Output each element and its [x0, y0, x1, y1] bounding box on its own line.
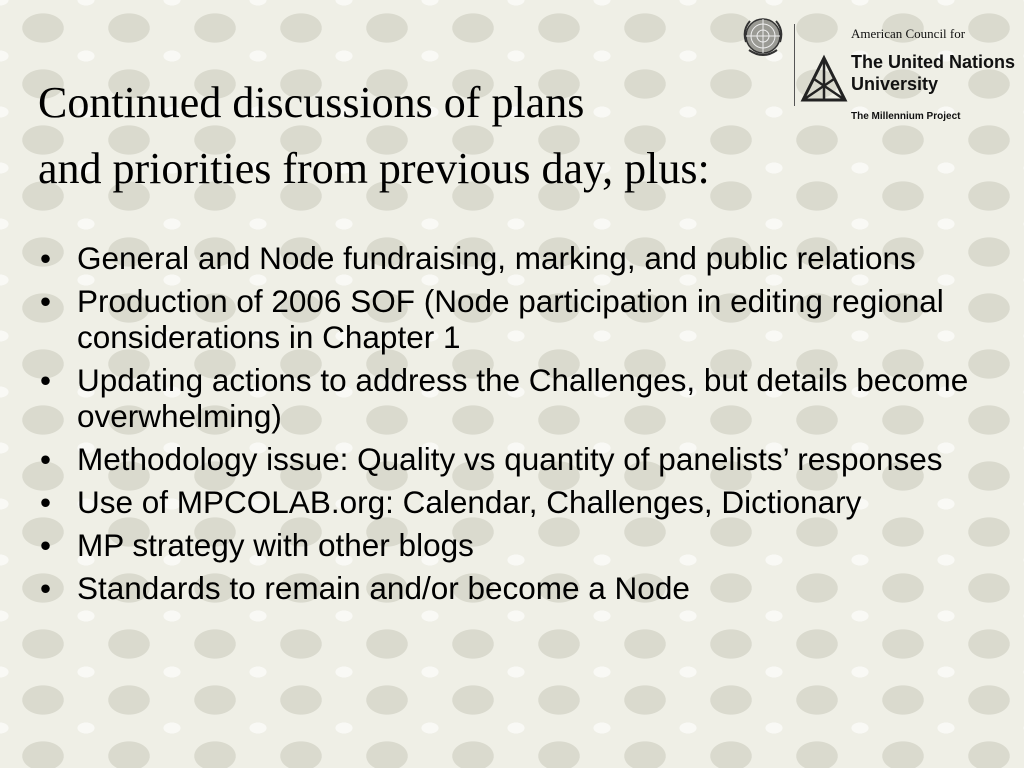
bullet-icon: •: [40, 240, 52, 276]
slide-title-line-2: and priorities from previous day, plus:: [38, 144, 710, 193]
bullet-item: [40, 283, 1000, 355]
bullet-icon: •: [40, 362, 52, 398]
university-name: [851, 51, 1015, 95]
slide-title-line-1: Continued discussions of plans: [38, 78, 585, 127]
un-emblem-icon: [738, 14, 788, 64]
bullet-item: [40, 362, 1000, 434]
bullet-icon: •: [40, 527, 52, 563]
bullet-item: [40, 441, 1000, 477]
university-name-line-1: The United Nations: [851, 52, 1016, 72]
bullet-icon: •: [40, 441, 52, 477]
millennium-project-label: The Millennium Project: [851, 111, 961, 122]
bullet-text: Use of MPCOLAB.org: Calendar, Challenges, Dictionary: [77, 484, 862, 520]
logo-divider: [794, 24, 795, 106]
bullet-icon: •: [40, 570, 52, 606]
bullet-item: [40, 240, 1000, 276]
logo-block: [738, 14, 1024, 134]
bullet-list: [40, 240, 1000, 613]
bullet-item: [40, 484, 1000, 520]
bullet-item: [40, 570, 1000, 606]
bullet-text: Methodology issue: Quality vs quantity of panelists’ responses: [77, 441, 943, 477]
bullet-icon: •: [40, 283, 52, 319]
bullet-text: General and Node fundraising, marking, and public relations: [77, 240, 916, 276]
university-name-line-2: University: [851, 74, 939, 94]
bullet-text: Standards to remain and/or become a Node: [77, 570, 690, 606]
bullet-text: Updating actions to address the Challenges, but details become overwhelming): [77, 362, 969, 434]
bullet-text: MP strategy with other blogs: [77, 527, 474, 563]
bullet-item: [40, 527, 1000, 563]
bullet-text: Production of 2006 SOF (Node participation in editing regional considerations in Chapter 1: [77, 283, 944, 355]
council-text: American Council for: [851, 26, 966, 41]
unu-triangle-logo-icon: [800, 54, 848, 106]
bullet-icon: •: [40, 484, 52, 520]
slide-title: [38, 70, 778, 202]
